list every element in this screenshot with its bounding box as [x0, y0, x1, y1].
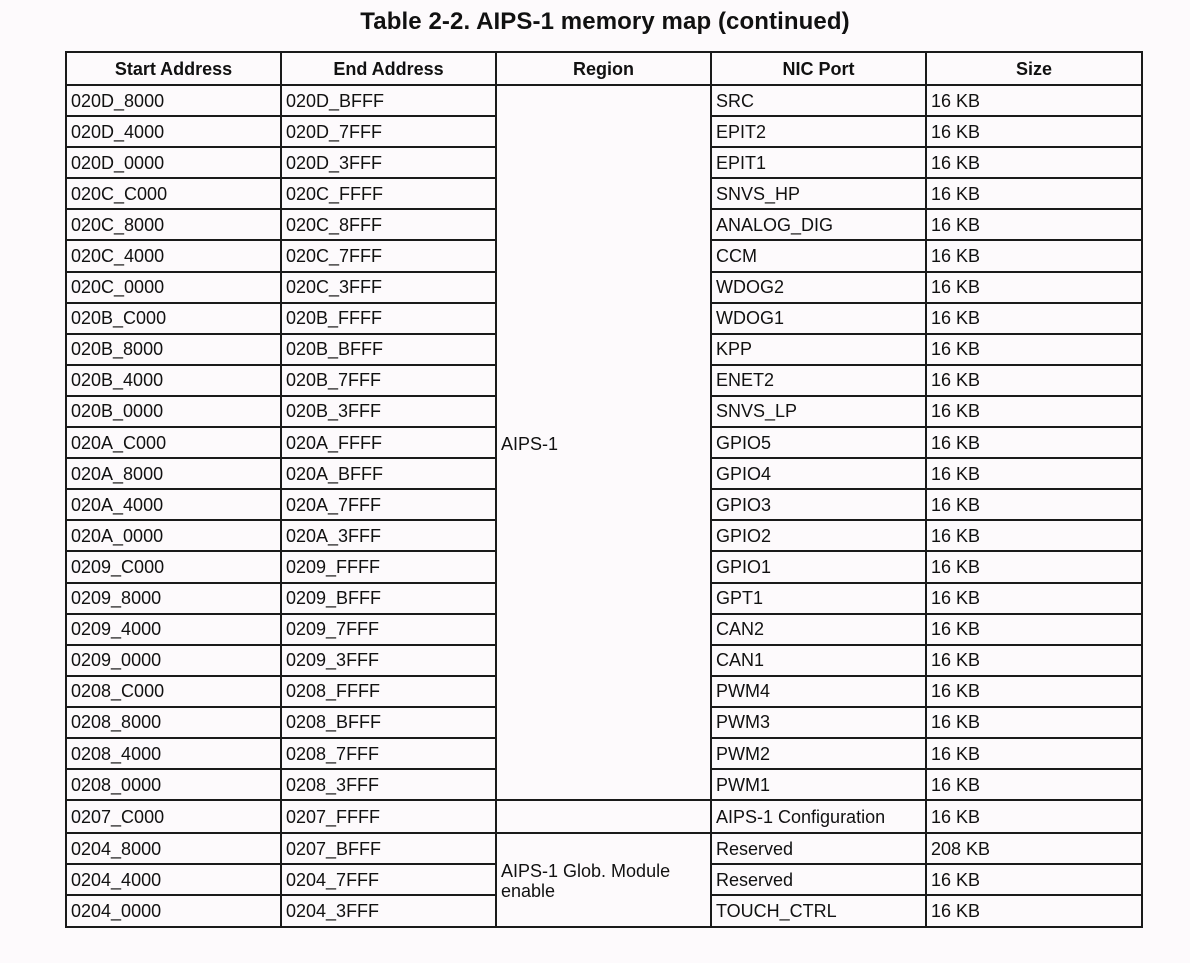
- start-address-cell: 020B_0000: [66, 396, 281, 427]
- end-address-cell: 020A_FFFF: [281, 427, 496, 458]
- start-address-cell: 0204_0000: [66, 895, 281, 926]
- size-cell: 16 KB: [926, 396, 1142, 427]
- start-address-cell: 020C_4000: [66, 240, 281, 271]
- header-region: Region: [496, 52, 711, 85]
- end-address-cell: 0204_7FFF: [281, 864, 496, 895]
- nic-port-cell: SRC: [711, 85, 926, 116]
- end-address-cell: 0209_BFFF: [281, 583, 496, 614]
- start-address-cell: 0209_8000: [66, 583, 281, 614]
- table-row: [66, 833, 1142, 864]
- size-cell: 16 KB: [926, 209, 1142, 240]
- nic-port-cell: GPIO1: [711, 551, 926, 582]
- size-cell: 16 KB: [926, 116, 1142, 147]
- size-cell: 16 KB: [926, 864, 1142, 895]
- nic-port-cell: Reserved: [711, 833, 926, 864]
- end-address-cell: 0209_FFFF: [281, 551, 496, 582]
- nic-port-cell: CAN1: [711, 645, 926, 676]
- end-address-cell: 0207_FFFF: [281, 800, 496, 833]
- nic-port-cell: SNVS_LP: [711, 396, 926, 427]
- size-cell: 16 KB: [926, 614, 1142, 645]
- start-address-cell: 0208_4000: [66, 738, 281, 769]
- end-address-cell: 020C_8FFF: [281, 209, 496, 240]
- table-caption: Table 2-2. AIPS-1 memory map (continued): [360, 8, 850, 35]
- size-cell: 16 KB: [926, 520, 1142, 551]
- size-cell: 16 KB: [926, 738, 1142, 769]
- nic-port-cell: WDOG1: [711, 303, 926, 334]
- nic-port-cell: GPIO5: [711, 427, 926, 458]
- start-address-cell: 020C_0000: [66, 272, 281, 303]
- nic-port-cell: CAN2: [711, 614, 926, 645]
- region-cell-config: [496, 800, 711, 833]
- size-cell: 16 KB: [926, 427, 1142, 458]
- start-address-cell: 0208_C000: [66, 676, 281, 707]
- nic-port-cell: ANALOG_DIG: [711, 209, 926, 240]
- size-cell: 16 KB: [926, 178, 1142, 209]
- region-cell-glob-module: AIPS-1 Glob. Module enable: [496, 833, 711, 926]
- header-nic-port: NIC Port: [711, 52, 926, 85]
- nic-port-cell: PWM1: [711, 769, 926, 800]
- nic-port-cell: PWM2: [711, 738, 926, 769]
- nic-port-cell: TOUCH_CTRL: [711, 895, 926, 926]
- memory-map-table: [65, 51, 1143, 928]
- start-address-cell: 020B_8000: [66, 334, 281, 365]
- end-address-cell: 020D_3FFF: [281, 147, 496, 178]
- nic-port-cell: KPP: [711, 334, 926, 365]
- start-address-cell: 020C_C000: [66, 178, 281, 209]
- start-address-cell: 020D_0000: [66, 147, 281, 178]
- nic-port-cell: CCM: [711, 240, 926, 271]
- start-address-cell: 0208_8000: [66, 707, 281, 738]
- start-address-cell: 020A_4000: [66, 489, 281, 520]
- nic-port-cell: WDOG2: [711, 272, 926, 303]
- nic-port-cell: PWM3: [711, 707, 926, 738]
- nic-port-cell: GPT1: [711, 583, 926, 614]
- header-start-address: Start Address: [66, 52, 281, 85]
- end-address-cell: 020A_3FFF: [281, 520, 496, 551]
- size-cell: 16 KB: [926, 272, 1142, 303]
- end-address-cell: 0209_3FFF: [281, 645, 496, 676]
- size-cell: 16 KB: [926, 303, 1142, 334]
- end-address-cell: 020A_7FFF: [281, 489, 496, 520]
- size-cell: 16 KB: [926, 365, 1142, 396]
- size-cell: 16 KB: [926, 895, 1142, 926]
- start-address-cell: 020B_4000: [66, 365, 281, 396]
- end-address-cell: 020C_7FFF: [281, 240, 496, 271]
- size-cell: 16 KB: [926, 147, 1142, 178]
- end-address-cell: 0208_BFFF: [281, 707, 496, 738]
- size-cell: 16 KB: [926, 769, 1142, 800]
- start-address-cell: 020D_4000: [66, 116, 281, 147]
- start-address-cell: 0209_C000: [66, 551, 281, 582]
- end-address-cell: 020B_7FFF: [281, 365, 496, 396]
- end-address-cell: 0208_7FFF: [281, 738, 496, 769]
- start-address-cell: 0209_0000: [66, 645, 281, 676]
- header-end-address: End Address: [281, 52, 496, 85]
- size-cell: 208 KB: [926, 833, 1142, 864]
- size-cell: 16 KB: [926, 334, 1142, 365]
- start-address-cell: 0204_4000: [66, 864, 281, 895]
- start-address-cell: 020A_C000: [66, 427, 281, 458]
- nic-port-cell: GPIO3: [711, 489, 926, 520]
- table-row: [66, 800, 1142, 833]
- end-address-cell: 020D_BFFF: [281, 85, 496, 116]
- start-address-cell: 0204_8000: [66, 833, 281, 864]
- size-cell: 16 KB: [926, 85, 1142, 116]
- size-cell: 16 KB: [926, 240, 1142, 271]
- region-cell-aips1: AIPS-1: [496, 85, 711, 800]
- start-address-cell: 0207_C000: [66, 800, 281, 833]
- end-address-cell: 020C_FFFF: [281, 178, 496, 209]
- end-address-cell: 020B_FFFF: [281, 303, 496, 334]
- size-cell: 16 KB: [926, 583, 1142, 614]
- end-address-cell: 0207_BFFF: [281, 833, 496, 864]
- nic-port-cell: EPIT1: [711, 147, 926, 178]
- end-address-cell: 020C_3FFF: [281, 272, 496, 303]
- size-cell: 16 KB: [926, 645, 1142, 676]
- start-address-cell: 020C_8000: [66, 209, 281, 240]
- size-cell: 16 KB: [926, 800, 1142, 833]
- nic-port-cell: GPIO4: [711, 458, 926, 489]
- nic-port-cell: ENET2: [711, 365, 926, 396]
- nic-port-cell: GPIO2: [711, 520, 926, 551]
- end-address-cell: 0209_7FFF: [281, 614, 496, 645]
- nic-port-cell: Reserved: [711, 864, 926, 895]
- nic-port-cell: SNVS_HP: [711, 178, 926, 209]
- table-row: [66, 85, 1142, 116]
- size-cell: 16 KB: [926, 707, 1142, 738]
- start-address-cell: 020B_C000: [66, 303, 281, 334]
- nic-port-cell: PWM4: [711, 676, 926, 707]
- nic-port-cell: AIPS-1 Configuration: [711, 800, 926, 833]
- end-address-cell: 0208_FFFF: [281, 676, 496, 707]
- header-size: Size: [926, 52, 1142, 85]
- end-address-cell: 020B_3FFF: [281, 396, 496, 427]
- size-cell: 16 KB: [926, 489, 1142, 520]
- start-address-cell: 020A_8000: [66, 458, 281, 489]
- size-cell: 16 KB: [926, 676, 1142, 707]
- size-cell: 16 KB: [926, 458, 1142, 489]
- size-cell: 16 KB: [926, 551, 1142, 582]
- end-address-cell: 0204_3FFF: [281, 895, 496, 926]
- start-address-cell: 0209_4000: [66, 614, 281, 645]
- nic-port-cell: EPIT2: [711, 116, 926, 147]
- end-address-cell: 020A_BFFF: [281, 458, 496, 489]
- end-address-cell: 020B_BFFF: [281, 334, 496, 365]
- end-address-cell: 020D_7FFF: [281, 116, 496, 147]
- header-row: [66, 52, 1142, 85]
- start-address-cell: 0208_0000: [66, 769, 281, 800]
- start-address-cell: 020D_8000: [66, 85, 281, 116]
- end-address-cell: 0208_3FFF: [281, 769, 496, 800]
- start-address-cell: 020A_0000: [66, 520, 281, 551]
